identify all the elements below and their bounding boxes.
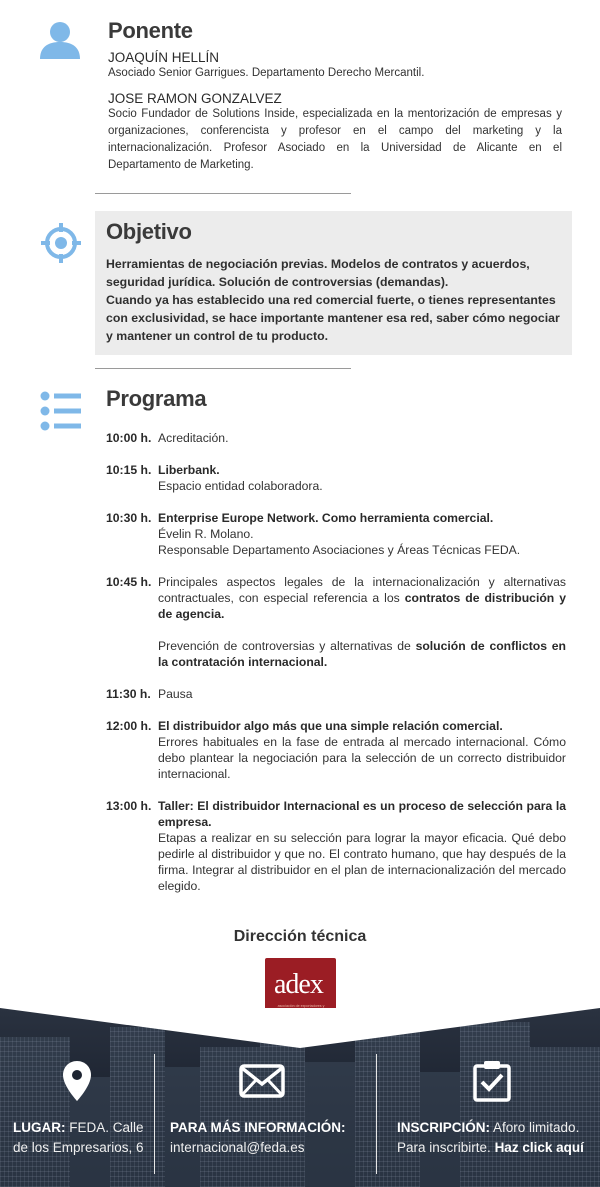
- program-text: [158, 638, 566, 670]
- speaker-description: Socio Fundador de Solutions Inside, especializada en la mentorización de empresas y organizaciones, conferencista y profesor en el campo del marketing y la internacionalización. Profesor Asociado en la Universidad de Alicante en el Departamento de Marketing.: [108, 108, 562, 171]
- program-heading: El distribuidor algo más que una simple relación comercial.: [158, 719, 503, 733]
- program-body: [158, 718, 566, 782]
- logo-wordmark: adex: [274, 969, 323, 1000]
- program-body: [158, 686, 566, 702]
- program-text: Pausa: [158, 687, 193, 701]
- program-item: [106, 686, 566, 702]
- program-time: 10:00 h.: [106, 431, 152, 445]
- footer-separator: [154, 1054, 155, 1174]
- direccion-title: Dirección técnica: [233, 928, 367, 945]
- program-time: 13:00 h.: [106, 799, 152, 813]
- lugar-label: LUGAR:: [13, 1120, 66, 1135]
- program-item: [106, 798, 566, 894]
- programa-section: [106, 386, 566, 910]
- program-item: [106, 430, 566, 446]
- inscripcion-line2: Para inscribirte.: [397, 1140, 491, 1155]
- program-text: Espacio entidad colaboradora.: [158, 479, 323, 493]
- info-email[interactable]: internacional@feda.es: [170, 1140, 305, 1155]
- program-time: 10:30 h.: [106, 511, 152, 525]
- footer-separator: [376, 1054, 377, 1174]
- clipboard-check-icon: [473, 1060, 511, 1107]
- program-time: 10:15 h.: [106, 463, 152, 477]
- speaker-name: JOAQUÍN HELLÍN: [108, 50, 220, 65]
- direccion-section: [0, 928, 600, 946]
- objetivo-text: [106, 255, 560, 345]
- objetivo-paragraph: Cuando ya has establecido una red comercial fuerte, o tienes representantes con exclusividad, se hace importante mantener esa red, saber cómo negociar y mantener un control de tu producto.: [106, 293, 560, 343]
- program-item: [106, 510, 566, 558]
- speaker-description: Asociado Senior Garrigues. Departamento Derecho Mercantil.: [108, 67, 425, 79]
- footer-chevron: [0, 1008, 600, 1048]
- program-time: 12:00 h.: [106, 719, 152, 733]
- program-time: 11:30 h.: [106, 687, 151, 701]
- program-text-part: Prevención de controversias y alternativas de: [158, 639, 416, 653]
- divider: [95, 193, 351, 194]
- location-pin-icon: [62, 1060, 92, 1107]
- program-text-bold: contratos de distribución y de agencia.: [158, 591, 566, 621]
- divider: [95, 368, 351, 369]
- objetivo-paragraph: Herramientas de negociación previas. Modelos de contratos y acuerdos, seguridad jurídica. Solución de controversias (demandas).: [106, 257, 530, 289]
- inscripcion-link[interactable]: Haz click aquí: [494, 1140, 584, 1155]
- program-body: [158, 430, 566, 446]
- program-text: [158, 574, 566, 622]
- info-label: PARA MÁS INFORMACIÓN:: [170, 1120, 346, 1135]
- info-contact: [170, 1118, 346, 1158]
- person-icon: [38, 20, 82, 65]
- program-text: Errores habituales en la fase de entrada al mercado internacional. Cómo debo plantear la negociación para la selección de un correcto distribuidor internacional.: [158, 735, 566, 781]
- lugar-value-line2: de los Empresarios, 6: [13, 1140, 144, 1155]
- program-time: 10:45 h.: [106, 575, 152, 589]
- program-text-bold: solución de conflictos en la contratación internacional.: [158, 639, 566, 669]
- target-icon: [40, 222, 82, 269]
- program-body: [158, 798, 566, 894]
- objetivo-section: [95, 211, 572, 355]
- program-body: [158, 462, 566, 494]
- program-body: [158, 510, 566, 558]
- program-item: [106, 462, 566, 494]
- objetivo-title: Objetivo: [106, 219, 192, 244]
- program-text-part: Principales aspectos legales de la internacionalización y alternativas contractuales, con especial referencia a los: [158, 575, 566, 605]
- lugar-info: [13, 1118, 144, 1158]
- logo-subtitle: asociación de exportadores y: [277, 1004, 325, 1008]
- ponente-section: [108, 18, 562, 174]
- programa-title: Programa: [106, 386, 207, 411]
- program-text: Responsable Departamento Asociaciones y Áreas Técnicas FEDA.: [158, 543, 521, 557]
- lugar-value: FEDA. Calle: [69, 1120, 144, 1135]
- list-icon: [40, 390, 82, 437]
- program-text: Évelin R. Molano.: [158, 527, 254, 541]
- inscripcion-info: [397, 1118, 584, 1158]
- program-text: Etapas a realizar en su selección para lograr la mayor eficacia. Qué debo pedirle al distribuidor y que no. El contrato humano, que hay después de la firma. Integrar al distribuidor en el plan de internacionalización del mercado elegido.: [158, 831, 566, 893]
- program-text: Acreditación.: [158, 431, 229, 445]
- inscripcion-value: Aforo limitado.: [493, 1120, 580, 1135]
- inscripcion-label: INSCRIPCIÓN:: [397, 1120, 491, 1135]
- program-heading: Taller: El distribuidor Internacional es un proceso de selección para la empresa.: [158, 799, 566, 829]
- program-heading: Liberbank.: [158, 463, 220, 477]
- envelope-icon: [239, 1064, 285, 1103]
- program-body: [158, 574, 566, 670]
- speaker-name: JOSE RAMON GONZALVEZ: [108, 91, 282, 106]
- program-heading: Enterprise Europe Network. Como herramienta comercial.: [158, 511, 494, 525]
- footer: [0, 1008, 600, 1187]
- program-list: [106, 430, 566, 894]
- program-item: [106, 574, 566, 670]
- ponente-title: Ponente: [108, 18, 193, 43]
- program-item: [106, 718, 566, 782]
